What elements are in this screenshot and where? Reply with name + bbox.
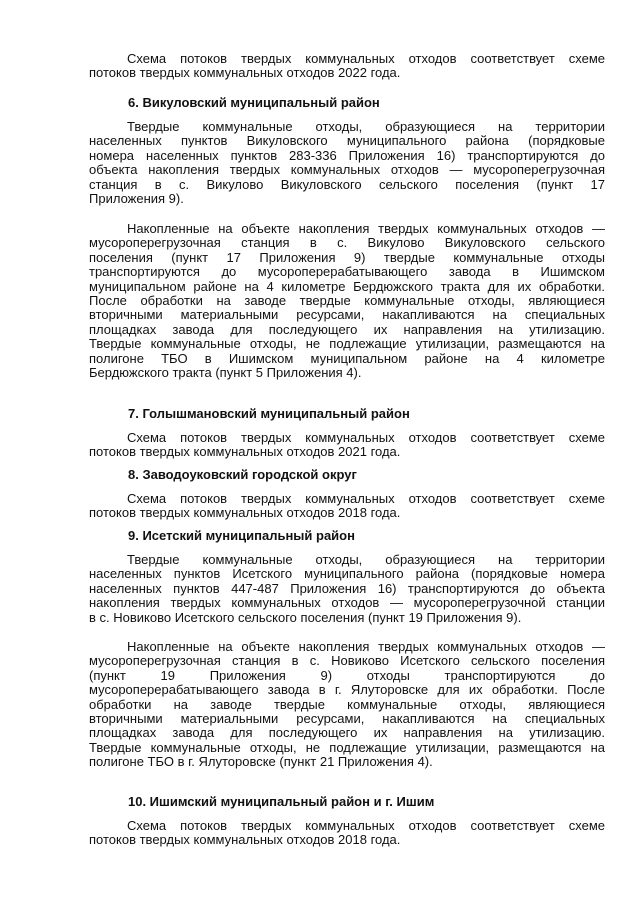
text-line: Твердые коммунальные отходы, не подлежащие утилизации, размещаются на bbox=[89, 739, 605, 755]
text-line: полигоне ТБО в Ишимском муниципальном районе на 4 километре bbox=[89, 350, 605, 366]
text-line: Схема потоков твердых коммунальных отходов соответствует схеме bbox=[127, 818, 605, 833]
paragraph-isetsk-processing bbox=[89, 640, 605, 770]
text-line: вторичными материальными ресурсами, накапливаются на специальных bbox=[89, 711, 605, 727]
text-line: населенных пунктов Викуловского муниципального района (порядковые bbox=[89, 133, 605, 149]
text-line: номера населенных пунктов 283-336 Приложения 16) транспортируются до bbox=[89, 147, 605, 163]
text-line: Твердые коммунальные отходы, образующиеся на территории bbox=[127, 552, 605, 567]
text-line: потоков твердых коммунальных отходов 2021 года. bbox=[89, 444, 401, 460]
paragraph-vikulovo-processing bbox=[89, 222, 605, 380]
text-line: площадках завода для последующего их направления на утилизацию. bbox=[89, 321, 605, 337]
text-line: населенных пунктов 447-487 Приложения 16) транспортируются до объекта bbox=[89, 580, 605, 596]
text-line: вторичными материальными ресурсами, накапливаются на специальных bbox=[89, 307, 605, 323]
paragraph-vikulovo-transport bbox=[89, 120, 605, 206]
text-line: Схема потоков твердых коммунальных отходов соответствует схеме bbox=[127, 430, 605, 445]
text-line: транспортируются до мусороперерабатывающего завода в Ишимском bbox=[89, 264, 605, 280]
text-line: Твердые коммунальные отходы, не подлежащие утилизации, размещаются на bbox=[89, 336, 605, 352]
text-line: поселения (пункт 17 Приложения 9) твердые коммунальные отходы bbox=[89, 249, 605, 265]
heading-section-7: 7. Голышмановский муниципальный район bbox=[128, 406, 410, 421]
text-line: населенных пунктов Исетского муниципального района (порядковые номера bbox=[89, 566, 605, 582]
paragraph-scheme-2021 bbox=[89, 431, 605, 460]
text-line: Твердые коммунальные отходы, образующиеся на территории bbox=[127, 119, 605, 134]
paragraph-scheme-2018-zavodoukovsk bbox=[89, 492, 605, 521]
text-line: мусороперегрузочная станция в с. Новиково Исетского сельского поселения bbox=[89, 653, 605, 669]
heading-section-10: 10. Ишимский муниципальный район и г. Ишим bbox=[128, 794, 435, 809]
text-line: Бердюжского тракта (пункт 5 Приложения 4). bbox=[89, 365, 362, 381]
text-line: мусороперерабатывающего завода в г. Ялуторовске для их обработки. После bbox=[89, 682, 605, 698]
heading-section-9: 9. Исетский муниципальный район bbox=[128, 528, 355, 543]
text-line: обработки на заводе твердые коммунальные отходы, являющиеся bbox=[89, 696, 605, 712]
heading-section-8: 8. Заводоуковский городской округ bbox=[128, 467, 357, 482]
text-line: После обработки на заводе твердые коммунальные отходы, являющиеся bbox=[89, 293, 605, 309]
text-line: накопления твердых коммунальных отходов — мусороперегрузочной станции bbox=[89, 595, 605, 611]
text-line: полигоне ТБО в г. Ялуторовске (пункт 21 Приложения 4). bbox=[89, 754, 433, 770]
text-line: станция в с. Викулово Викуловского сельского поселения (пункт 17 bbox=[89, 176, 605, 192]
text-line: муниципальном районе на 4 километре Бердюжского тракта для их обработки. bbox=[89, 278, 605, 294]
text-line: Приложения 9). bbox=[89, 191, 184, 207]
heading-section-6: 6. Викуловский муниципальный район bbox=[128, 95, 380, 110]
text-line: в с. Новиково Исетского сельского поселения (пункт 19 Приложения 9). bbox=[89, 609, 522, 625]
paragraph-scheme-2018-ishim bbox=[89, 819, 605, 848]
text-line: Схема потоков твердых коммунальных отходов соответствует схеме bbox=[127, 491, 605, 506]
text-line: площадках завода для последующего их направления на утилизацию. bbox=[89, 725, 605, 741]
text-line: (пункт 19 Приложения 9) отходы транспортируются до bbox=[89, 667, 605, 683]
text-line: потоков твердых коммунальных отходов 2018 года. bbox=[89, 505, 401, 521]
paragraph-isetsk-transport bbox=[89, 553, 605, 625]
text-line: объекта накопления твердых коммунальных отходов — мусороперегрузочная bbox=[89, 162, 605, 178]
text-line: Накопленные на объекте накопления твердых коммунальных отходов — bbox=[127, 639, 605, 654]
text-line: потоков твердых коммунальных отходов 2018 года. bbox=[89, 832, 401, 848]
text-line: Схема потоков твердых коммунальных отходов соответствует схеме bbox=[127, 51, 605, 66]
text-line: мусороперегрузочная станция в с. Викулово Викуловского сельского bbox=[89, 235, 605, 251]
paragraph-scheme-2022 bbox=[89, 52, 605, 81]
text-line: потоков твердых коммунальных отходов 2022 года. bbox=[89, 65, 401, 81]
text-line: Накопленные на объекте накопления твердых коммунальных отходов — bbox=[127, 221, 605, 236]
